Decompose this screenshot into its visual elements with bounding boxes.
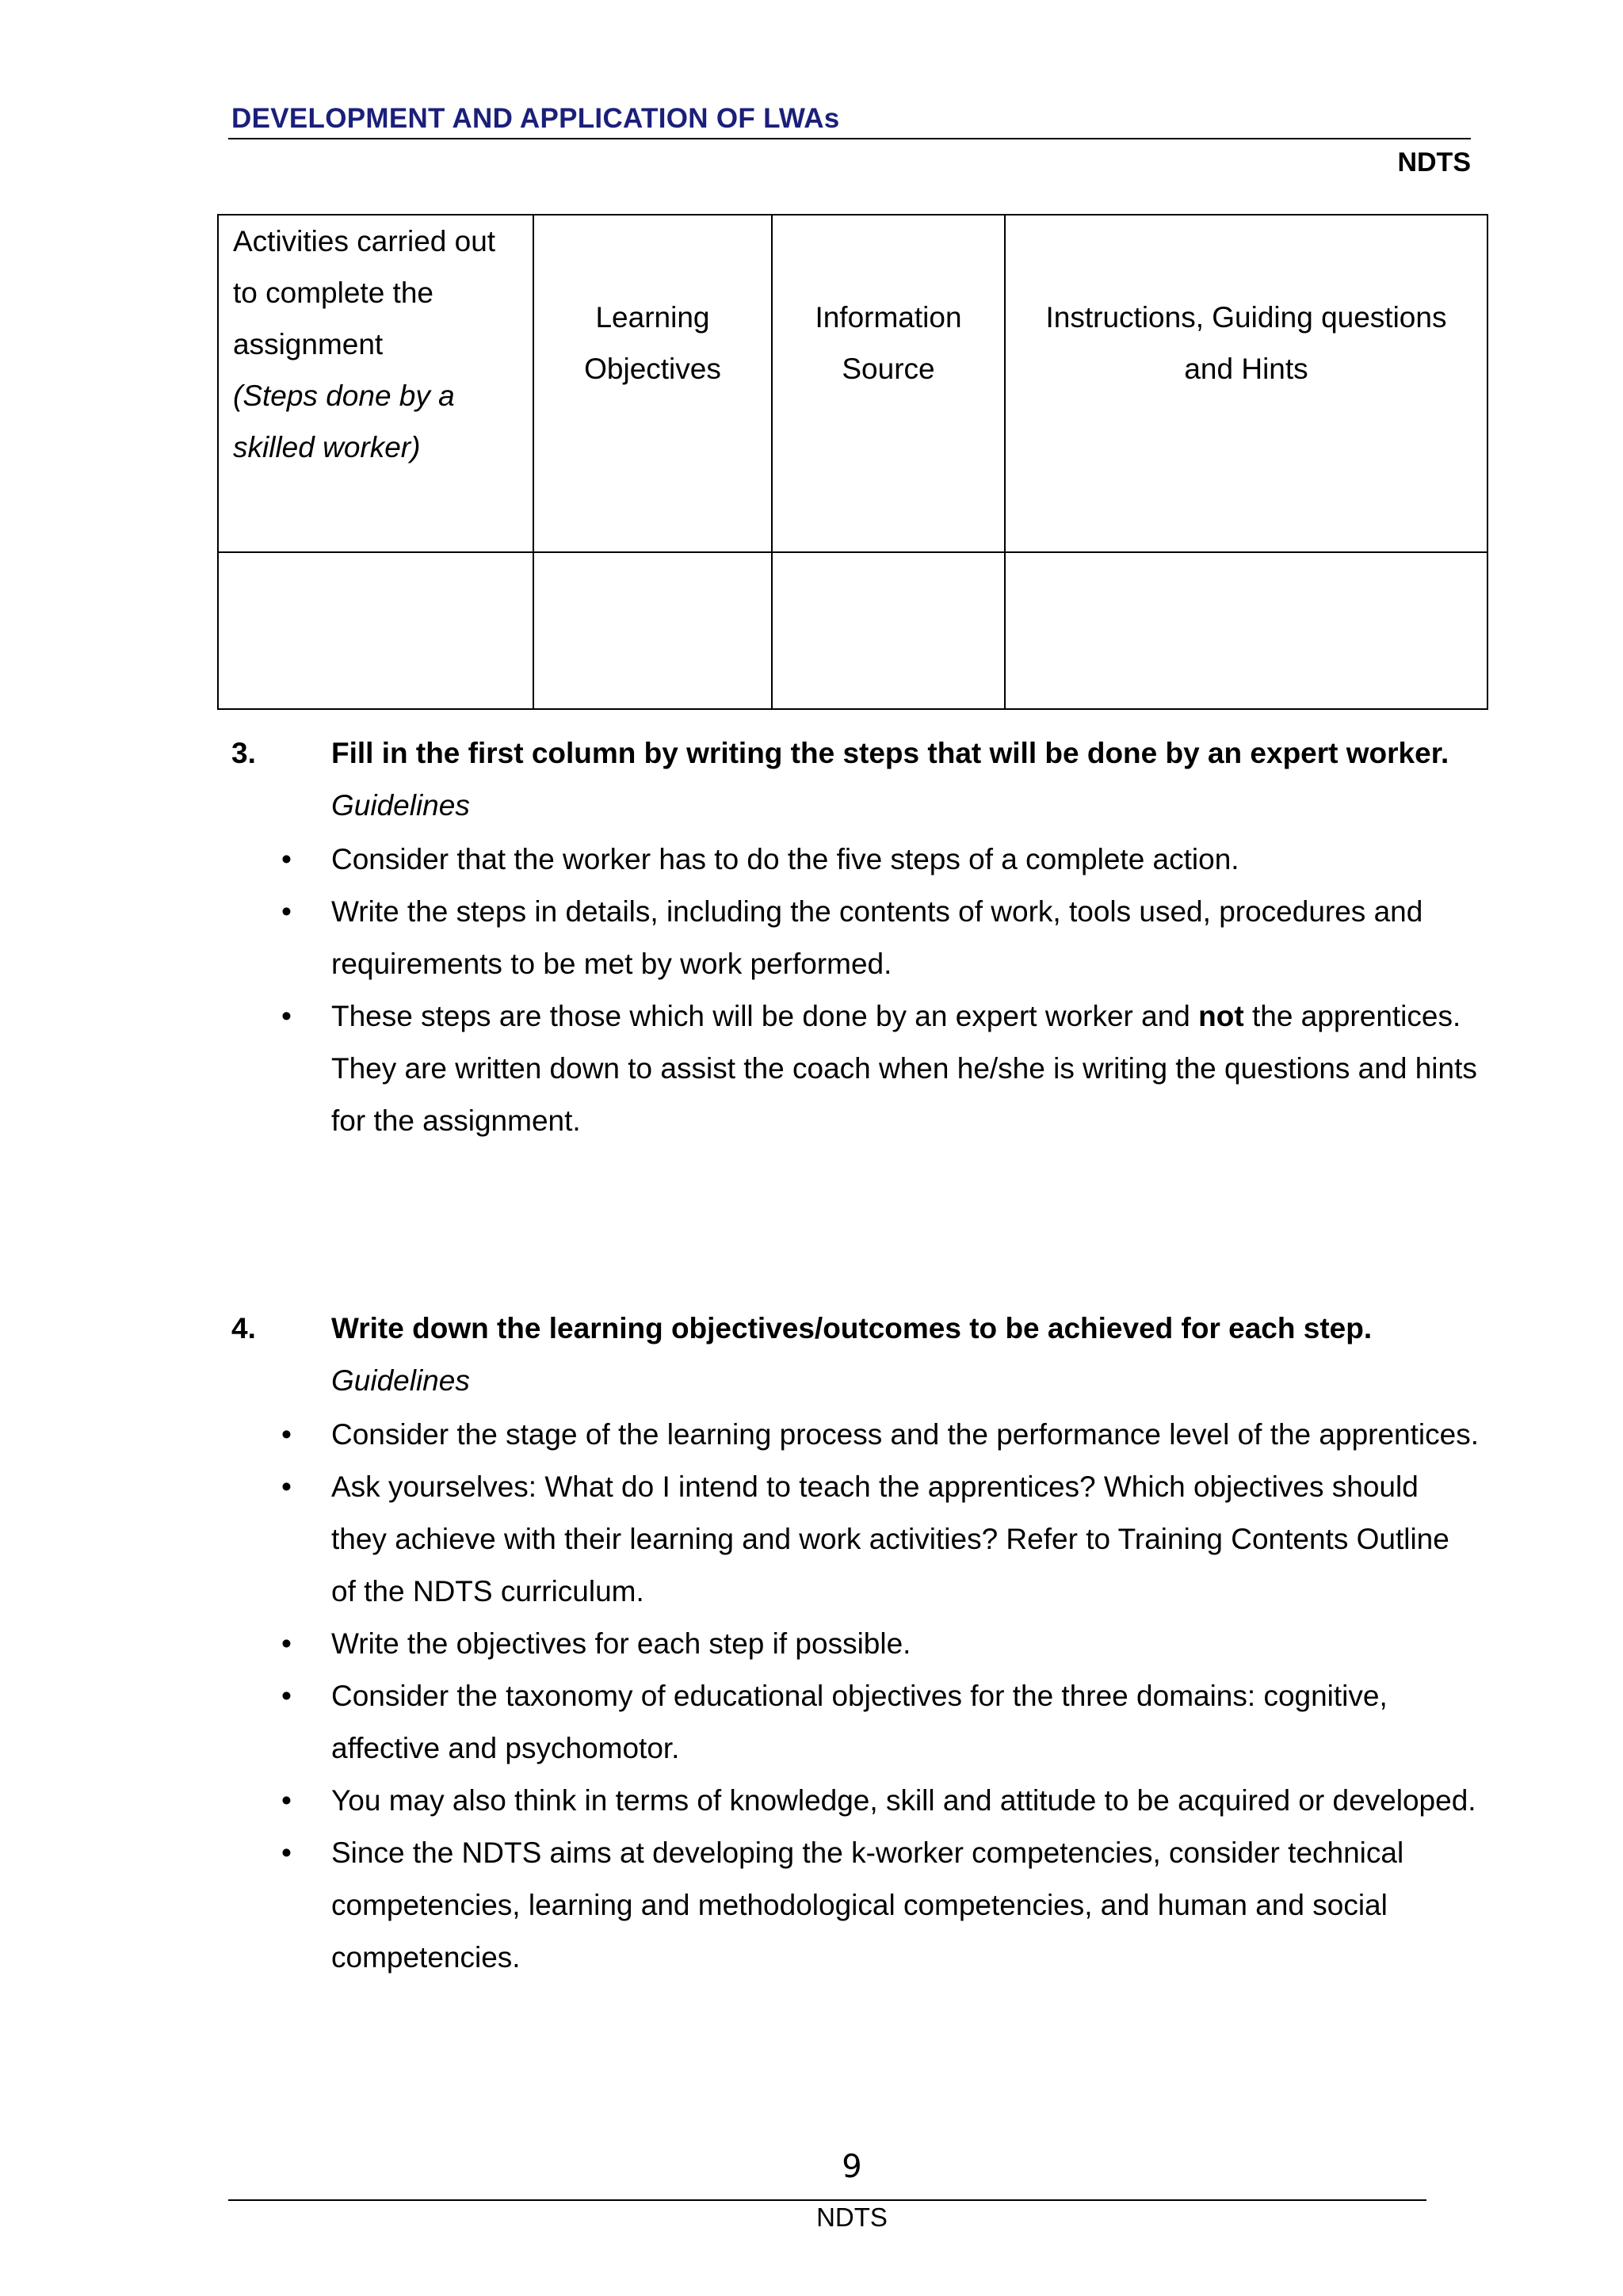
- footer-label: NDTS: [816, 2203, 888, 2232]
- list-item: [231, 1827, 1480, 1984]
- header-text-line: Learning: [595, 301, 710, 334]
- list-item-text: Since the NDTS aims at developing the k-worker competencies, consider technical competencies, learning and methodological competencies, and human and social competencies.: [331, 1836, 1404, 1974]
- lwa-table: [217, 214, 1488, 710]
- section-4-heading: [231, 1302, 1480, 1355]
- bullet-icon: •: [281, 1836, 292, 1869]
- list-item-text: Ask yourselves: What do I intend to teach the apprentices? Which objectives should they achieve with their learning and work activities? Refer to Training Contents Outline of the NDTS curriculum.: [331, 1470, 1449, 1608]
- section-title: Write down the learning objectives/outcomes to be achieved for each step.: [331, 1312, 1373, 1344]
- section-3: [231, 727, 1480, 1147]
- header-text-line: Source: [842, 353, 935, 385]
- header-rule: [228, 138, 1471, 139]
- list-item-text: Write the steps in details, including the contents of work, tools used, procedures and requirements to be met by work performed.: [331, 895, 1423, 980]
- section-3-heading: [231, 727, 1480, 780]
- guidelines-label: Guidelines: [331, 789, 470, 822]
- footer-rule: [228, 2199, 1426, 2201]
- list-item: [231, 1775, 1480, 1827]
- page-number: 9: [842, 2149, 862, 2185]
- bullet-icon: •: [281, 1784, 292, 1817]
- header-text-line: (Steps done by a: [233, 379, 455, 412]
- bullet-icon: •: [281, 843, 292, 875]
- section-title: Fill in the first column by writing the steps that will be done by an expert worker.: [331, 737, 1449, 769]
- list-item-text: You may also think in terms of knowledge, skill and attitude to be acquired or developed.: [331, 1784, 1476, 1817]
- bullet-icon: •: [281, 1470, 292, 1503]
- header-text-line: Instructions, Guiding questions: [1045, 301, 1447, 334]
- bullet-icon: •: [281, 1418, 292, 1451]
- list-item: [231, 1618, 1480, 1670]
- header-text-line: skilled worker): [233, 431, 421, 463]
- header-cell-learning-objectives: [533, 215, 772, 552]
- header-text-line: Activities carried out: [233, 225, 496, 257]
- header-text-line: Objectives: [584, 353, 721, 385]
- list-item: [231, 1461, 1480, 1618]
- table-header-row: [218, 215, 1487, 552]
- bullet-icon: •: [281, 1680, 292, 1712]
- empty-cell: [772, 552, 1005, 709]
- table-empty-row: [218, 552, 1487, 709]
- bullet-icon: •: [281, 895, 292, 928]
- list-item: [231, 1670, 1480, 1775]
- guidelines-label: Guidelines: [331, 1364, 470, 1397]
- list-item: [231, 833, 1480, 886]
- header-right-label: NDTS: [1397, 147, 1471, 177]
- header-cell-instructions: [1005, 215, 1487, 552]
- header-text-line: to complete the: [233, 277, 433, 309]
- document-header-title: DEVELOPMENT AND APPLICATION OF LWAs: [231, 103, 840, 134]
- section-number: 3.: [231, 737, 256, 769]
- list-item-text: Consider that the worker has to do the five steps of a complete action.: [331, 843, 1239, 875]
- guidelines-list: [231, 833, 1480, 1147]
- list-item-text: Consider the stage of the learning process and the performance level of the apprentices.: [331, 1418, 1479, 1451]
- list-item-text: Consider the taxonomy of educational objectives for the three domains: cognitive, affective and psychomotor.: [331, 1680, 1388, 1764]
- header-text-line: Information: [815, 301, 962, 334]
- list-item: [231, 1409, 1480, 1461]
- list-item: [231, 886, 1480, 990]
- bullet-icon: •: [281, 1000, 292, 1032]
- section-number: 4.: [231, 1312, 256, 1344]
- list-item-text: These steps are those which will be done by an expert worker and: [331, 1000, 1199, 1032]
- header-cell-information-source: [772, 215, 1005, 552]
- list-item-text: the apprentices. They are written down to assist the coach when he/she is writing the questions and hints for the assignment.: [331, 1000, 1477, 1137]
- header-cell-activities: [218, 215, 533, 552]
- section-4: [231, 1302, 1480, 1984]
- emphasis-text: not: [1198, 1000, 1244, 1032]
- header-text-line: and Hints: [1184, 353, 1308, 385]
- empty-cell: [533, 552, 772, 709]
- header-text-line: assignment: [233, 328, 384, 360]
- list-item-text: Write the objectives for each step if possible.: [331, 1627, 911, 1660]
- empty-cell: [218, 552, 533, 709]
- guidelines-list: [231, 1409, 1480, 1984]
- bullet-icon: •: [281, 1627, 292, 1660]
- empty-cell: [1005, 552, 1487, 709]
- list-item: [231, 990, 1480, 1147]
